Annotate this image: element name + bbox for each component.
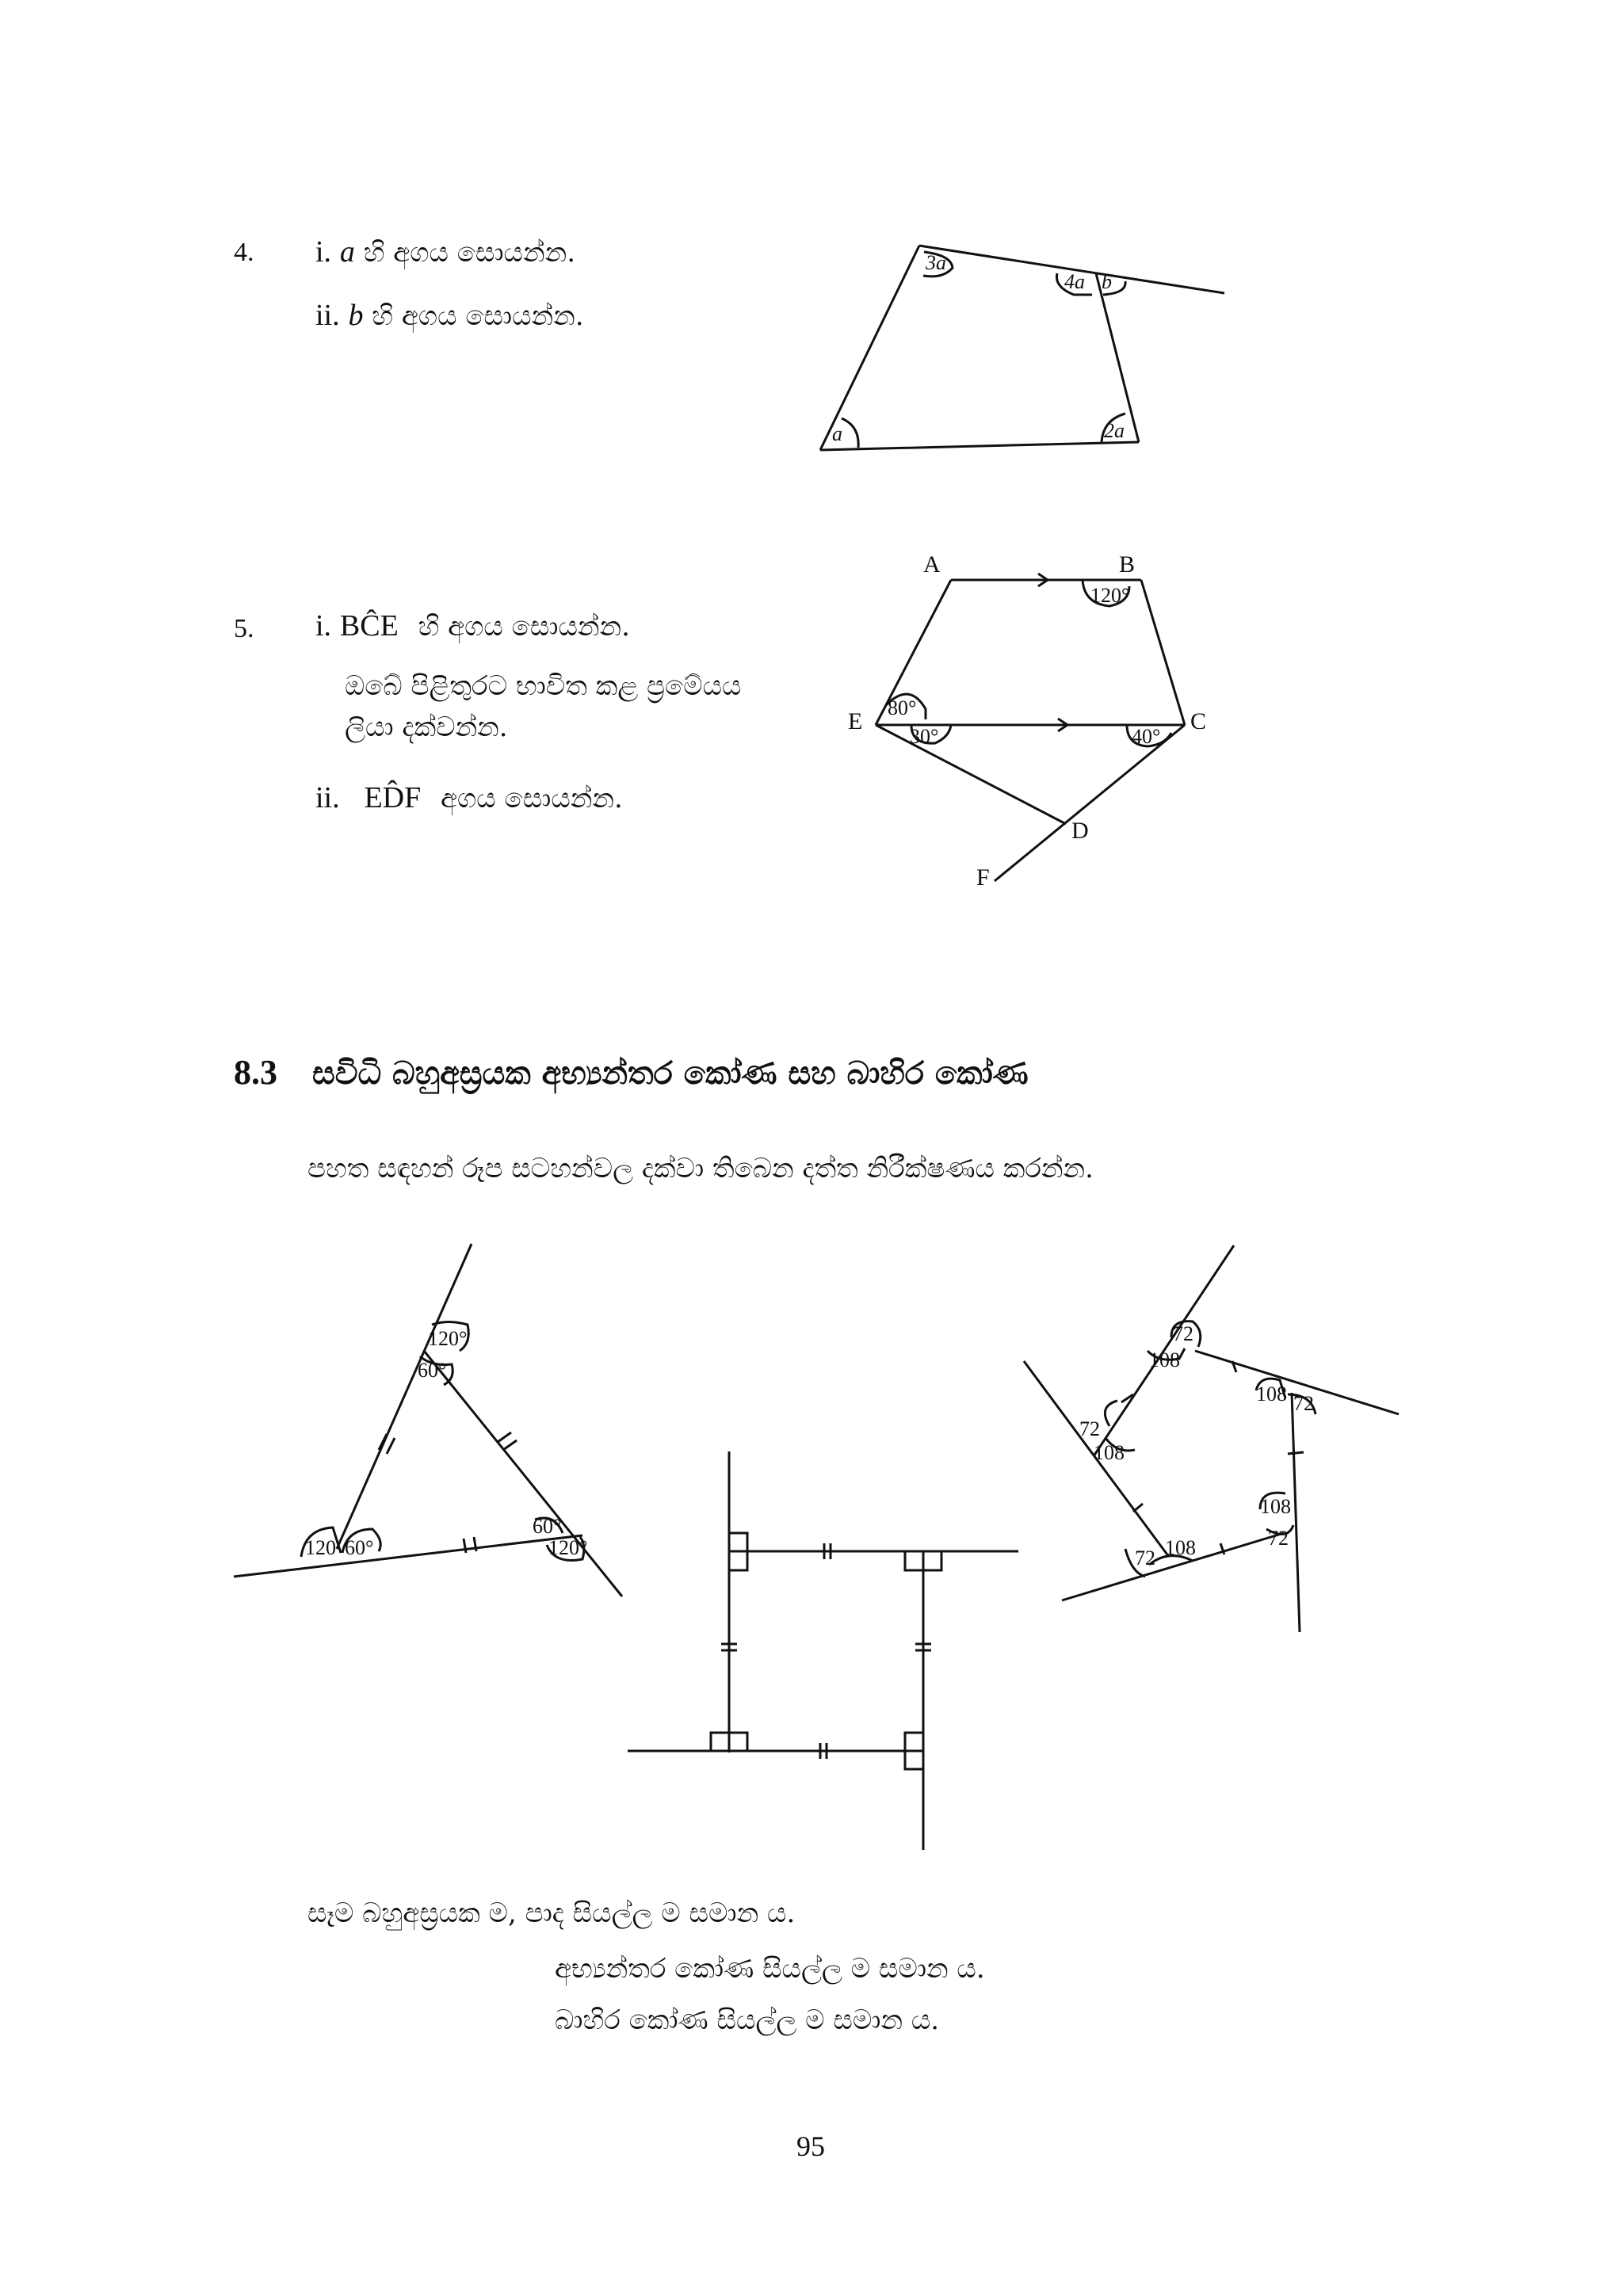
q5-number: 5. (234, 614, 254, 643)
pentagon-v1-interior: 108 (1149, 1348, 1180, 1371)
q5-vertex-e: E (848, 708, 863, 734)
q4-angle-bottom-left: a (832, 422, 842, 445)
pentagon-v5-interior: 108 (1165, 1536, 1196, 1559)
section-intro: පහත සඳහන් රූප සටහන්වල දක්වා තිබෙන දත්ත නිරීක්ෂණය කරන්න. (307, 1153, 1094, 1184)
triangle-left-interior: 60° (345, 1536, 374, 1559)
conclusion-line1: සෑම බහුඅස්‍රයක ම, පාද සියල්ල ම සමාන ය. (307, 1897, 796, 1929)
q5-i-label: i. (315, 609, 332, 643)
pentagon-v2-exterior: 72 (1293, 1392, 1314, 1415)
q4-angle-top-left: 3a (926, 251, 946, 274)
triangle-right-exterior: 120° (548, 1536, 588, 1559)
conclusion-line2: අභ්‍යන්තර කෝණ සියල්ල ම සමාන ය. (555, 1953, 985, 1985)
triangle-right-interior: 60° (533, 1515, 562, 1538)
q4-angle-top-right: 4a (1064, 270, 1085, 293)
q5-ii-label: ii. (315, 781, 340, 814)
q4-i-label: i. (315, 235, 332, 269)
q4-i-variable: a (339, 235, 355, 269)
q4-ii-variable: b (348, 299, 364, 332)
q5-i-angle: BĈE (339, 609, 399, 643)
section-title: සවිධි බහුඅස්‍රයක අභ්‍යන්තර කෝණ සහ බාහිර කෝණ (311, 1055, 1029, 1092)
q5-vertex-f: F (976, 864, 990, 891)
pentagon-v3-exterior: 72 (1268, 1527, 1289, 1550)
pentagon-v4-interior: 108 (1094, 1441, 1125, 1464)
q5-angle-e-upper: 80° (888, 696, 917, 719)
pentagon-v3-interior: 108 (1260, 1495, 1291, 1518)
q4-ii-text: හි අගය සොයන්න. (372, 300, 584, 332)
q5-angle-c: 40° (1132, 725, 1161, 748)
pentagon-v1-exterior: 72 (1173, 1322, 1193, 1345)
q4-angle-bottom-right: 2a (1104, 419, 1125, 442)
q5-vertex-c: C (1190, 708, 1207, 734)
q5-ii-angle: ED̂F (364, 781, 422, 814)
q5-vertex-d: D (1071, 818, 1089, 844)
q5-i-note-line2: ලියා දක්වන්න. (345, 711, 508, 743)
page-number: 95 (796, 2130, 825, 2162)
q5-vertex-a: A (923, 551, 941, 578)
q5-i-text: හි අගය සොයන්න. (418, 611, 630, 643)
conclusion-line3: බාහිර කෝණ සියල්ල ම සමාන ය. (555, 2004, 940, 2036)
q5-vertex-b: B (1119, 551, 1136, 578)
pentagon-v2-interior: 108 (1256, 1383, 1287, 1405)
q5-angle-b: 120° (1090, 584, 1130, 607)
pentagon-v5-exterior: 72 (1135, 1547, 1155, 1569)
q4-angle-exterior: b (1102, 270, 1112, 293)
pentagon-v4-exterior: 72 (1079, 1417, 1100, 1440)
triangle-top-exterior: 120° (428, 1327, 468, 1350)
q5-ii-text: අගය සොයන්න. (441, 783, 623, 814)
q4-i-text: හි අගය සොයන්න. (363, 237, 576, 269)
triangle-top-interior: 60° (418, 1359, 447, 1382)
triangle-left-exterior: 120 (305, 1536, 336, 1559)
section-number: 8.3 (234, 1053, 277, 1092)
q5-i-note-line1: ඔබේ පිළිතුරට භාවිත කළ ප්‍රමේයය (345, 670, 742, 702)
q5-angle-e-lower: 30° (910, 725, 939, 748)
q4-number: 4. (234, 238, 254, 267)
q4-ii-label: ii. (315, 299, 340, 332)
